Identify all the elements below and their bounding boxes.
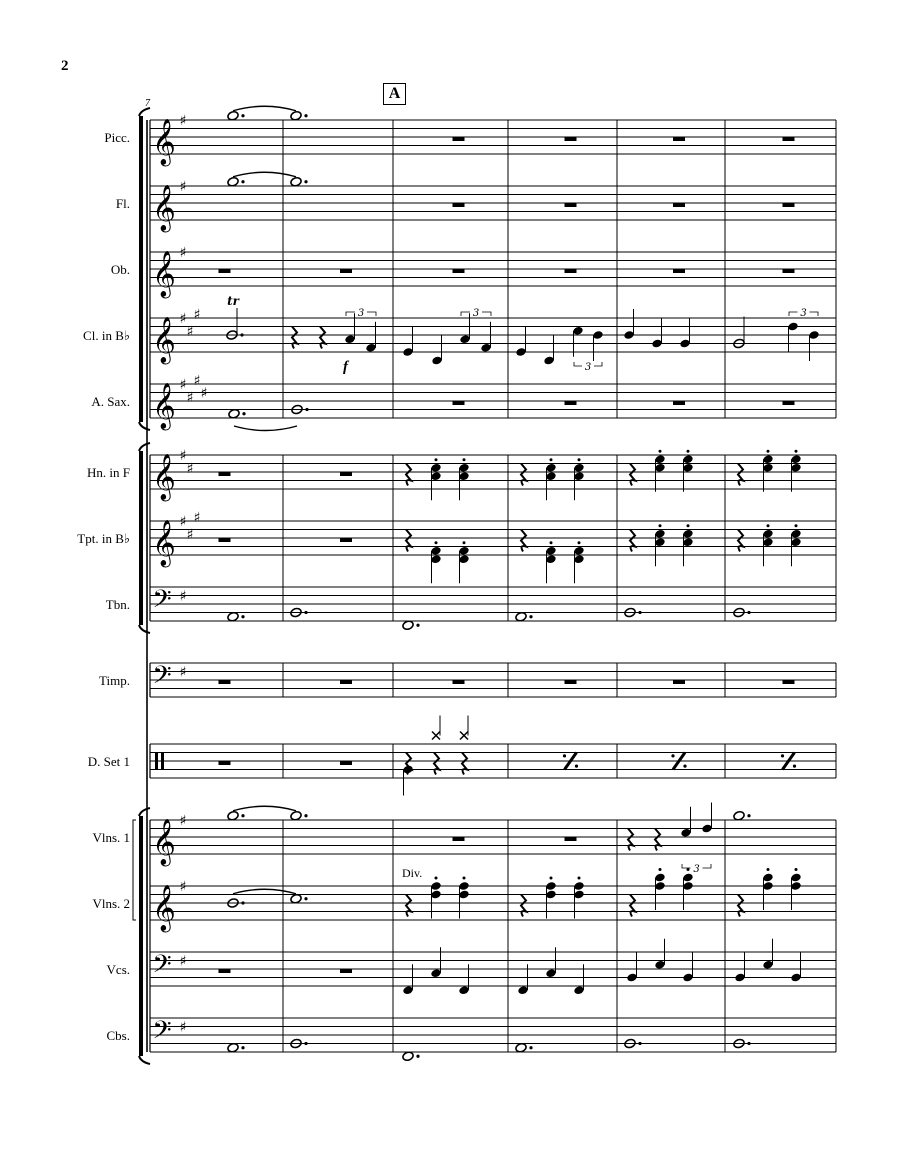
half-note bbox=[733, 810, 745, 821]
whole-rest bbox=[340, 472, 352, 477]
instrument-label: D. Set 1 bbox=[87, 754, 130, 769]
half-note bbox=[227, 611, 239, 622]
instrument-label: Cl. in B♭ bbox=[83, 328, 130, 343]
key-sharp: ♯ bbox=[179, 245, 187, 261]
instrument-label: Vcs. bbox=[106, 962, 130, 977]
half-note bbox=[515, 1042, 527, 1053]
instrument-label: Hn. in F bbox=[87, 465, 130, 480]
treble-clef: 𝄞 bbox=[152, 119, 176, 165]
quarter-rest bbox=[406, 464, 411, 486]
bass-clef: 𝄢 bbox=[152, 585, 172, 620]
augmentation-dot bbox=[241, 615, 244, 618]
half-note bbox=[227, 810, 239, 821]
key-sharp: ♯ bbox=[179, 179, 187, 195]
strings-bracket bbox=[139, 816, 143, 1056]
staccato-dot bbox=[767, 868, 770, 871]
instrument-label: A. Sax. bbox=[91, 394, 130, 409]
quarter-rest bbox=[406, 895, 411, 917]
whole-rest bbox=[673, 680, 685, 685]
treble-clef: 𝄞 bbox=[152, 383, 176, 429]
staccato-dot bbox=[550, 877, 553, 880]
treble-clef: 𝄞 bbox=[152, 454, 176, 500]
tie bbox=[233, 889, 296, 894]
staccato-dot bbox=[687, 524, 690, 527]
quarter-rest bbox=[434, 753, 439, 775]
whole-rest bbox=[453, 269, 465, 274]
staccato-dot bbox=[435, 458, 438, 461]
brass-bracket-top bbox=[139, 443, 150, 451]
instrument-label: Tbn. bbox=[105, 597, 130, 612]
augmentation-dot bbox=[241, 901, 244, 904]
quarter-rest bbox=[521, 530, 526, 552]
staccato-dot bbox=[578, 877, 581, 880]
treble-clef: 𝄞 bbox=[152, 251, 176, 297]
measure-repeat-dot bbox=[683, 765, 686, 768]
trill-marking: tr bbox=[227, 294, 239, 308]
quarter-rest bbox=[292, 327, 297, 349]
quarter-rest bbox=[462, 753, 467, 775]
treble-clef: 𝄞 bbox=[152, 819, 176, 865]
augmentation-dot bbox=[241, 114, 244, 117]
bass-clef: 𝄢 bbox=[152, 661, 172, 696]
woodwind-bracket-bottom bbox=[139, 422, 150, 430]
staccato-dot bbox=[795, 450, 798, 453]
augmentation-dot bbox=[240, 333, 243, 336]
whole-rest bbox=[219, 538, 231, 543]
augmentation-dot bbox=[241, 180, 244, 183]
instrument-label: Ob. bbox=[110, 262, 130, 277]
augmentation-dot bbox=[304, 1042, 307, 1045]
staccato-dot bbox=[767, 524, 770, 527]
violins-brace bbox=[133, 820, 136, 920]
tuplet-number: 3 bbox=[693, 864, 700, 875]
measure-repeat-dot bbox=[575, 765, 578, 768]
augmentation-dot bbox=[638, 1042, 641, 1045]
treble-clef: 𝄞 bbox=[152, 520, 176, 566]
key-sharp: ♯ bbox=[179, 514, 187, 530]
measure-number: 7 bbox=[145, 98, 150, 109]
key-sharp: ♯ bbox=[179, 311, 187, 327]
whole-rest bbox=[565, 203, 577, 208]
tuplet-number: 3 bbox=[472, 308, 480, 319]
key-sharp: ♯ bbox=[179, 448, 187, 464]
tie bbox=[234, 426, 297, 431]
quarter-rest bbox=[521, 464, 526, 486]
whole-rest bbox=[219, 269, 231, 274]
staccato-dot bbox=[687, 868, 690, 871]
strings-bracket-top bbox=[139, 808, 150, 816]
quarter-rest bbox=[630, 530, 635, 552]
key-sharp: ♯ bbox=[179, 377, 187, 393]
whole-rest bbox=[673, 401, 685, 406]
hihat-note bbox=[432, 732, 440, 740]
measure-repeat-dot bbox=[563, 754, 566, 757]
whole-rest bbox=[565, 837, 577, 842]
augmentation-dot bbox=[747, 1042, 750, 1045]
staccato-dot bbox=[463, 458, 466, 461]
bass-clef: 𝄢 bbox=[152, 950, 172, 985]
staccato-dot bbox=[578, 458, 581, 461]
half-note bbox=[402, 1051, 414, 1062]
whole-rest bbox=[219, 969, 231, 974]
instrument-label: Tpt. in B♭ bbox=[77, 531, 130, 546]
whole-rest bbox=[219, 680, 231, 685]
half-note bbox=[290, 176, 302, 187]
percussion-clef bbox=[155, 753, 158, 769]
dynamic-marking: f bbox=[343, 359, 348, 375]
tie bbox=[233, 806, 296, 811]
key-sharp: ♯ bbox=[179, 664, 187, 681]
key-sharp: ♯ bbox=[186, 460, 194, 477]
key-sharp: ♯ bbox=[193, 509, 201, 526]
quarter-rest bbox=[630, 464, 635, 486]
half-note bbox=[290, 893, 302, 904]
divisi-marking: Div. bbox=[402, 866, 423, 880]
augmentation-dot bbox=[529, 1046, 532, 1049]
augmentation-dot bbox=[304, 814, 307, 817]
whole-rest bbox=[783, 269, 795, 274]
augmentation-dot bbox=[747, 814, 750, 817]
augmentation-dot bbox=[241, 814, 244, 817]
augmentation-dot bbox=[416, 1055, 419, 1058]
tuplet-number: 3 bbox=[357, 308, 365, 319]
staccato-dot bbox=[659, 868, 662, 871]
half-note bbox=[402, 620, 414, 631]
whole-rest bbox=[565, 680, 577, 685]
staccato-dot bbox=[578, 541, 581, 544]
instrument-label: Cbs. bbox=[106, 1028, 130, 1043]
augmentation-dot bbox=[304, 180, 307, 183]
instrument-label: Fl. bbox=[115, 196, 130, 211]
key-sharp: ♯ bbox=[186, 323, 194, 340]
staccato-dot bbox=[687, 450, 690, 453]
tie bbox=[233, 172, 296, 177]
quarter-rest bbox=[406, 530, 411, 552]
half-note bbox=[228, 408, 240, 419]
quarter-rest bbox=[738, 895, 743, 917]
staccato-dot bbox=[550, 458, 553, 461]
whole-rest bbox=[565, 401, 577, 406]
half-note bbox=[290, 110, 302, 121]
quarter-rest bbox=[320, 327, 325, 349]
staccato-dot bbox=[435, 541, 438, 544]
whole-rest bbox=[219, 472, 231, 477]
whole-rest bbox=[565, 269, 577, 274]
instrument-label: Timp. bbox=[99, 673, 130, 688]
key-sharp: ♯ bbox=[186, 526, 194, 543]
augmentation-dot bbox=[304, 114, 307, 117]
quarter-rest bbox=[655, 829, 660, 851]
key-sharp: ♯ bbox=[179, 113, 187, 129]
key-sharp: ♯ bbox=[186, 389, 194, 406]
whole-rest bbox=[219, 761, 231, 766]
instrument-label: Vlns. 2 bbox=[92, 896, 130, 911]
percussion-clef bbox=[161, 753, 164, 769]
whole-rest bbox=[565, 137, 577, 142]
augmentation-dot bbox=[529, 615, 532, 618]
whole-rest bbox=[340, 969, 352, 974]
half-note bbox=[290, 810, 302, 821]
tie bbox=[233, 106, 296, 111]
measure-repeat-dot bbox=[793, 765, 796, 768]
half-note bbox=[227, 110, 239, 121]
brass-bracket-bottom bbox=[139, 625, 150, 633]
tuplet-number: 3 bbox=[584, 362, 592, 373]
brass-bracket bbox=[139, 451, 143, 625]
whole-rest bbox=[453, 837, 465, 842]
whole-rest bbox=[783, 203, 795, 208]
quarter-rest bbox=[628, 829, 633, 851]
hihat-note bbox=[460, 732, 468, 740]
whole-rest bbox=[340, 269, 352, 274]
whole-rest bbox=[783, 401, 795, 406]
augmentation-dot bbox=[242, 412, 245, 415]
rehearsal-mark: A bbox=[383, 83, 406, 105]
staccato-dot bbox=[795, 868, 798, 871]
whole-rest bbox=[340, 680, 352, 685]
treble-clef: 𝄞 bbox=[152, 185, 176, 231]
augmentation-dot bbox=[416, 624, 419, 627]
whole-rest bbox=[673, 203, 685, 208]
key-sharp: ♯ bbox=[193, 372, 201, 389]
measure-repeat-dot bbox=[671, 754, 674, 757]
whole-rest bbox=[453, 137, 465, 142]
augmentation-dot bbox=[747, 611, 750, 614]
strings-bracket-bottom bbox=[139, 1056, 150, 1064]
augmentation-dot bbox=[304, 897, 307, 900]
woodwind-bracket bbox=[139, 116, 143, 422]
woodwind-bracket-top bbox=[139, 108, 150, 116]
half-note bbox=[227, 1042, 239, 1053]
staccato-dot bbox=[659, 450, 662, 453]
key-sharp: ♯ bbox=[179, 879, 187, 895]
key-sharp: ♯ bbox=[179, 588, 187, 605]
staccato-dot bbox=[795, 524, 798, 527]
bass-clef: 𝄢 bbox=[152, 1016, 172, 1051]
whole-rest bbox=[783, 137, 795, 142]
treble-clef: 𝄞 bbox=[152, 317, 176, 363]
augmentation-dot bbox=[241, 1046, 244, 1049]
half-note bbox=[227, 176, 239, 187]
staccato-dot bbox=[463, 877, 466, 880]
augmentation-dot bbox=[304, 611, 307, 614]
key-sharp: ♯ bbox=[200, 385, 208, 402]
whole-rest bbox=[453, 401, 465, 406]
whole-rest bbox=[453, 203, 465, 208]
key-sharp: ♯ bbox=[193, 306, 201, 323]
whole-rest bbox=[673, 137, 685, 142]
treble-clef: 𝄞 bbox=[152, 885, 176, 931]
whole-rest bbox=[340, 538, 352, 543]
staccato-dot bbox=[463, 541, 466, 544]
half-note bbox=[515, 611, 527, 622]
quarter-rest bbox=[738, 530, 743, 552]
staccato-dot bbox=[550, 541, 553, 544]
whole-rest bbox=[340, 761, 352, 766]
key-sharp: ♯ bbox=[179, 953, 187, 970]
tuplet-number: 3 bbox=[800, 308, 807, 319]
quarter-rest bbox=[738, 464, 743, 486]
staccato-dot bbox=[767, 450, 770, 453]
augmentation-dot bbox=[305, 408, 308, 411]
staccato-dot bbox=[659, 524, 662, 527]
augmentation-dot bbox=[638, 611, 641, 614]
whole-rest bbox=[673, 269, 685, 274]
measure-repeat-dot bbox=[781, 754, 784, 757]
instrument-label: Vlns. 1 bbox=[92, 830, 130, 845]
whole-rest bbox=[453, 680, 465, 685]
key-sharp: ♯ bbox=[179, 1019, 187, 1036]
quarter-rest bbox=[630, 895, 635, 917]
quarter-rest bbox=[521, 895, 526, 917]
whole-rest bbox=[783, 680, 795, 685]
staccato-dot bbox=[435, 877, 438, 880]
instrument-label: Picc. bbox=[104, 130, 130, 145]
key-sharp: ♯ bbox=[179, 813, 187, 829]
page-number: 2 bbox=[61, 58, 69, 74]
